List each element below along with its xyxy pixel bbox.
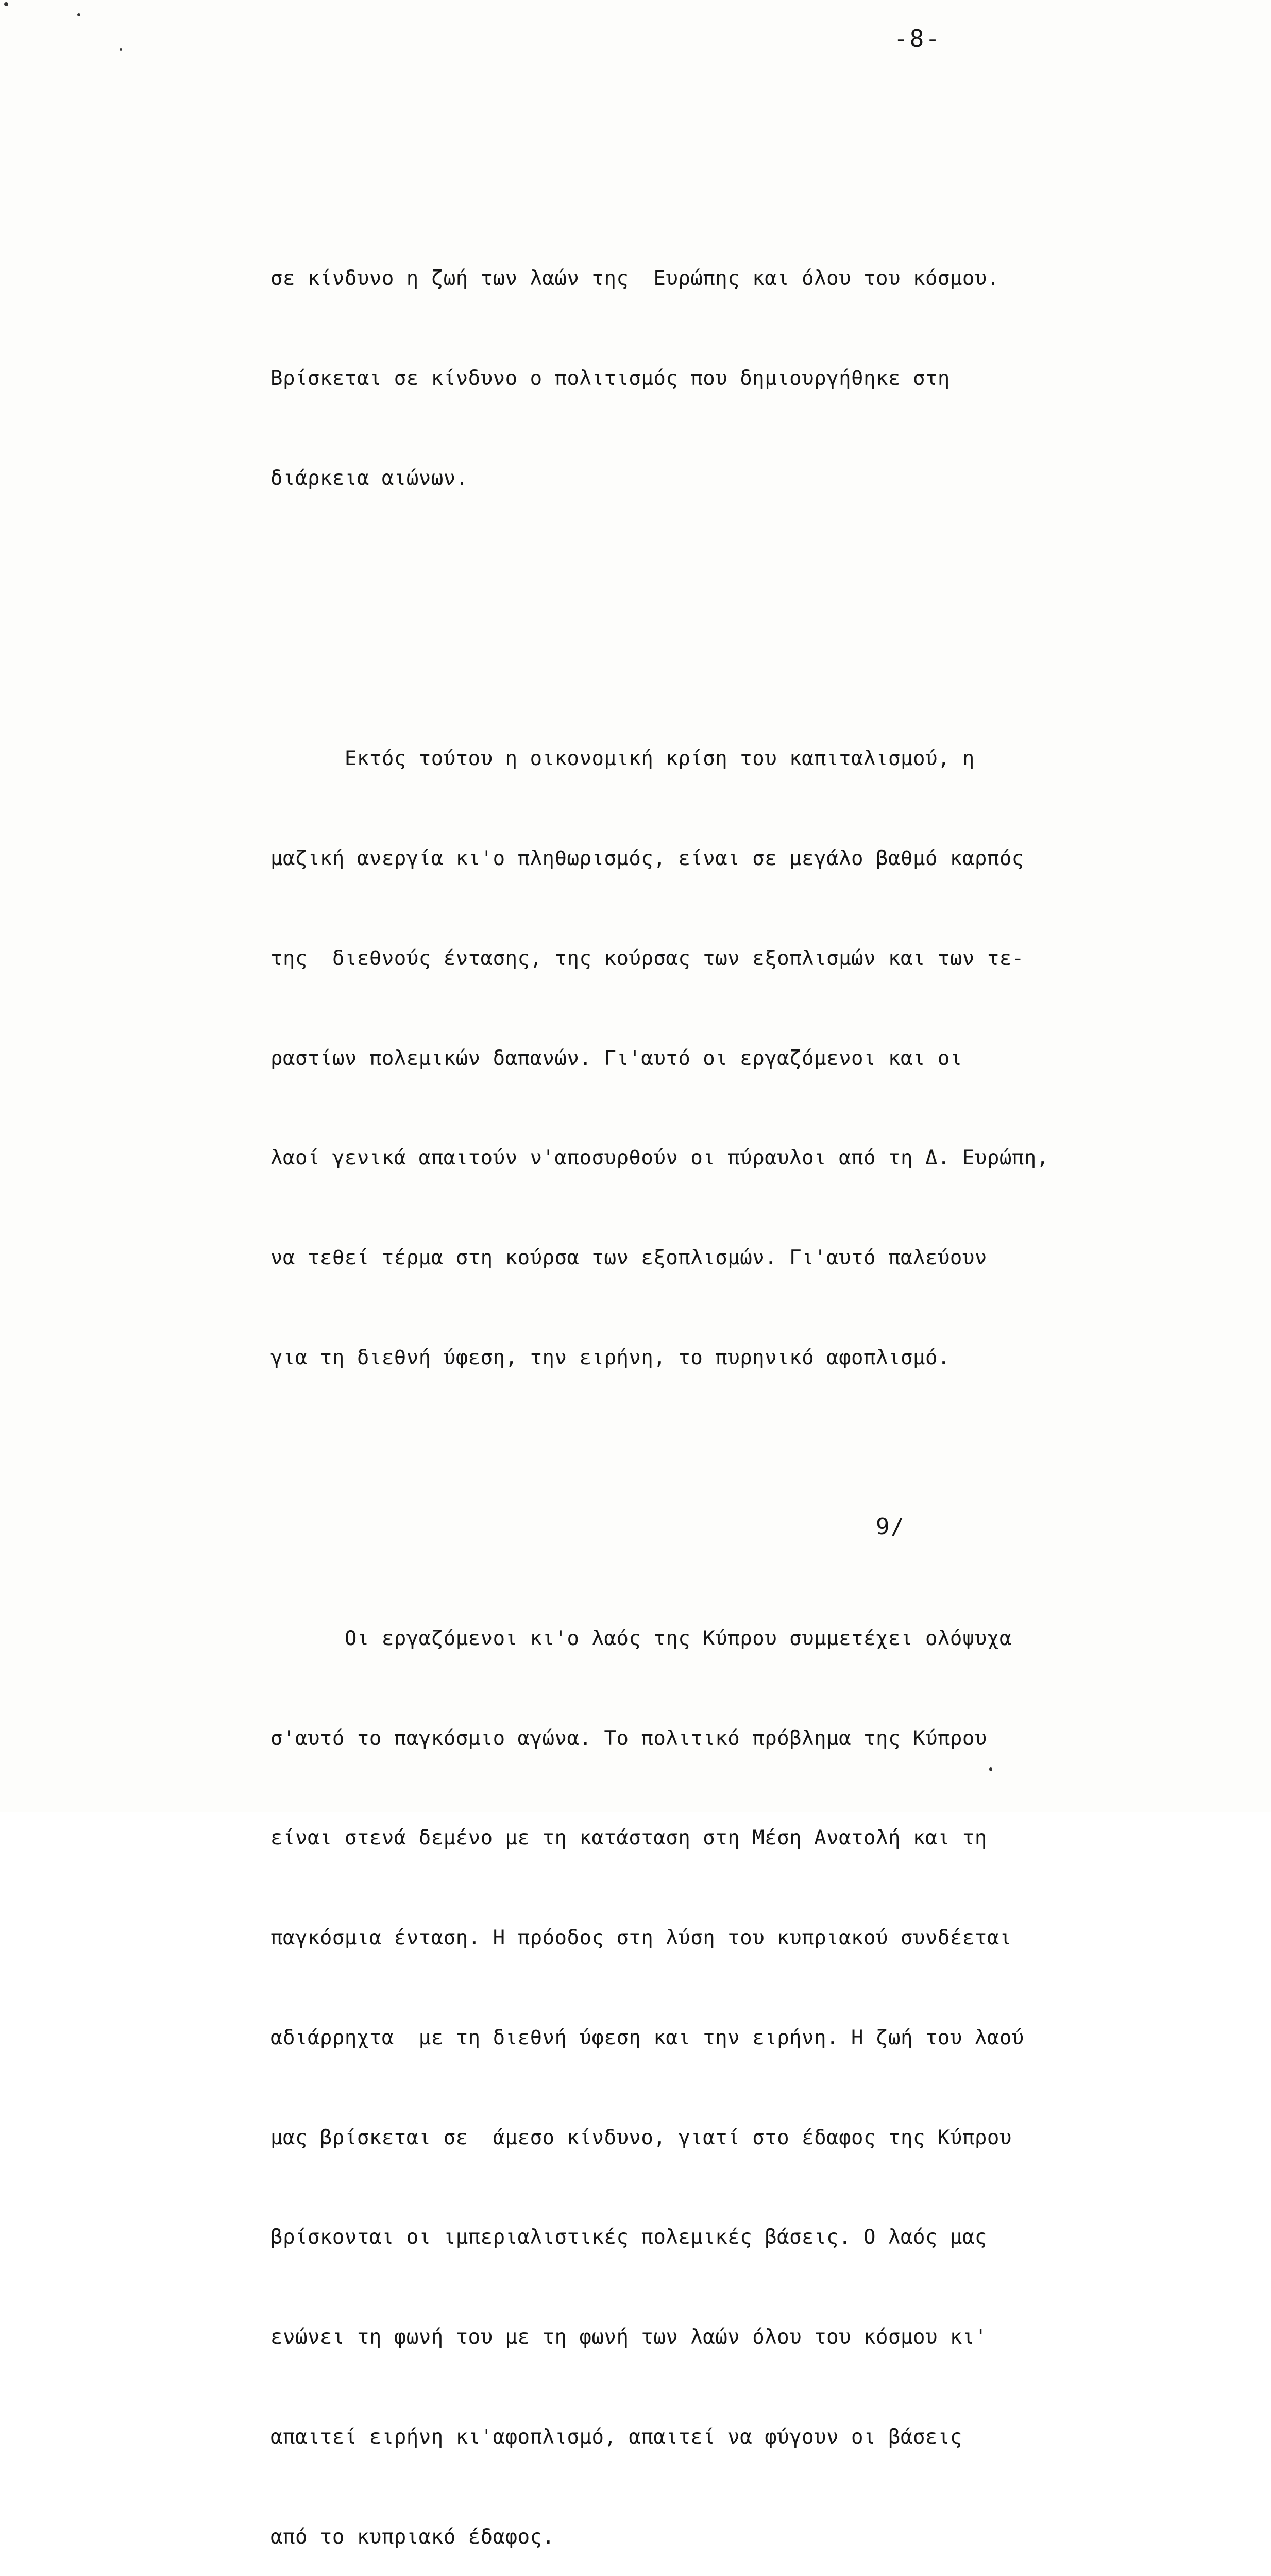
scan-speck bbox=[4, 2, 8, 6]
text-line: μας βρίσκεται σε άμεσο κίνδυνο, γιατί στο έδαφος της Κύπρου bbox=[270, 2126, 1012, 2149]
text-line: σε κίνδυνο η ζωή των λαών της Ευρώπης και όλου του κόσμου. bbox=[270, 266, 999, 290]
text-line: της διεθνούς έντασης, της κούρσας των εξοπλισμών και των τε- bbox=[270, 946, 1024, 970]
text-line: ραστίων πολεμικών δαπανών. Γι'αυτό οι εργαζόμενοι και οι bbox=[270, 1046, 962, 1070]
scan-speck bbox=[120, 48, 122, 51]
text-line: Εκτός τούτου η οικονομική κρίση του καπιταλισμού, η bbox=[270, 747, 975, 771]
text-line: παγκόσμια ένταση. Η πρόοδος στη λύση του κυπριακού συνδέεται bbox=[270, 1926, 1012, 1950]
text-line: Οι εργαζόμενοι κι'ο λαός της Κύπρου συμμετέχει ολόψυχα bbox=[270, 1626, 1012, 1650]
letter-body bbox=[270, 96, 1188, 2576]
text-line: ενώνει τη φωνή του με τη φωνή των λαών όλου του κόσμου κι' bbox=[270, 2326, 987, 2349]
text-line: λαοί γενικά απαιτούν ν'αποσυρθούν οι πύραυλοι από τη Δ. Ευρώπη, bbox=[270, 1146, 1049, 1170]
continuation-mark: 9/ bbox=[876, 1514, 905, 1540]
text-line: απαιτεί ειρήνη κι'αφοπλισμό, απαιτεί να φύγουν οι βάσεις bbox=[270, 2425, 962, 2449]
page-number: -8- bbox=[893, 25, 941, 53]
scan-speck bbox=[77, 13, 80, 16]
text-line: Βρίσκεται σε κίνδυνο ο πολιτισμός που δημιουργήθηκε στη bbox=[270, 366, 950, 390]
text-line: διάρκεια αιώνων. bbox=[270, 466, 468, 490]
text-line: αδιάρρηχτα με τη διεθνή ύφεση και την ειρήνη. Η ζωή του λαού bbox=[270, 2026, 1024, 2049]
paragraph bbox=[270, 1556, 1188, 2576]
text-line: σ'αυτό το παγκόσμιο αγώνα. Το πολιτικό πρόβλημα της Κύπρου bbox=[270, 1726, 987, 1750]
text-line: βρίσκονται οι ιμπεριαλιστικές πολεμικές βάσεις. Ο λαός μας bbox=[270, 2226, 987, 2249]
paragraph bbox=[270, 196, 1188, 562]
text-line: να τεθεί τέρμα στη κούρσα των εξοπλισμών. Γι'αυτό παλεύουν bbox=[270, 1246, 987, 1270]
text-line: είναι στενά δεμένο με τη κατάσταση στη Μέση Ανατολή και τη bbox=[270, 1826, 987, 1850]
paragraph bbox=[270, 676, 1188, 1442]
text-line: μαζική ανεργία κι'ο πληθωρισμός, είναι σε μεγάλο βαθμό καρπός bbox=[270, 847, 1024, 871]
text-line: από το κυπριακό έδαφος. bbox=[270, 2525, 555, 2549]
text-line: για τη διεθνή ύφεση, την ειρήνη, το πυρηνικό αφοπλισμό. bbox=[270, 1346, 950, 1369]
